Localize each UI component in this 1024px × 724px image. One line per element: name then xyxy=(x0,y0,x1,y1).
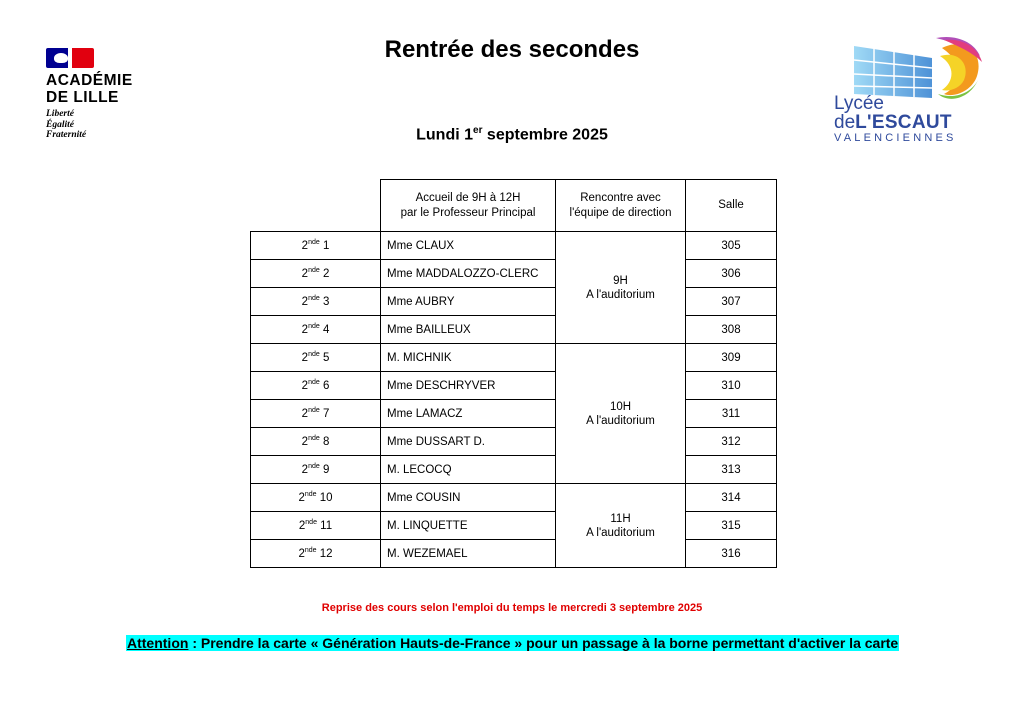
room-cell: 314 xyxy=(686,484,777,512)
meeting-time: 9H xyxy=(613,274,628,287)
lycee-escaut: L'ESCAUT xyxy=(855,112,952,133)
table-row xyxy=(251,456,777,484)
attention-label: Attention xyxy=(127,635,189,651)
table-row xyxy=(251,484,777,512)
table-row xyxy=(251,512,777,540)
meeting-cell-9h xyxy=(556,232,686,344)
class-cell: 2nde 4 xyxy=(251,316,381,344)
academie-name-line1: ACADÉMIE xyxy=(46,72,133,89)
professor-cell: Mme LAMACZ xyxy=(381,400,556,428)
class-cell: 2nde 10 xyxy=(251,484,381,512)
room-cell: 316 xyxy=(686,540,777,568)
table-row xyxy=(251,344,777,372)
header-accueil xyxy=(381,180,556,232)
date-suffix: septembre 2025 xyxy=(482,126,608,144)
table-row xyxy=(251,400,777,428)
class-cell: 2nde 11 xyxy=(251,512,381,540)
meeting-place: A l'auditorium xyxy=(586,414,655,427)
professor-cell: M. WEZEMAEL xyxy=(381,540,556,568)
devise-fraternite: Fraternité xyxy=(46,130,87,140)
reprise-notice: Reprise des cours selon l'emploi du temps le mercredi 3 septembre 2025 xyxy=(321,602,703,614)
class-cell: 2nde 7 xyxy=(251,400,381,428)
professor-cell: Mme COUSIN xyxy=(381,484,556,512)
professor-cell: Mme MADDALOZZO-CLERC xyxy=(381,260,556,288)
professor-cell: Mme CLAUX xyxy=(381,232,556,260)
table-row xyxy=(251,232,777,260)
room-cell: 311 xyxy=(686,400,777,428)
devise-egalite: Égalité xyxy=(46,119,74,130)
devise-liberte: Liberté xyxy=(46,109,74,119)
professor-cell: M. LINQUETTE xyxy=(381,512,556,540)
professor-cell: Mme DESCHRYVER xyxy=(381,372,556,400)
professor-cell: Mme BAILLEUX xyxy=(381,316,556,344)
professor-cell: Mme AUBRY xyxy=(381,288,556,316)
page-title: Rentrée des secondes xyxy=(384,36,640,63)
table-row xyxy=(251,428,777,456)
class-cell: 2nde 8 xyxy=(251,428,381,456)
header-empty-cell xyxy=(251,180,381,232)
table-row xyxy=(251,372,777,400)
header-rencontre-line1: Rencontre avec xyxy=(580,191,661,204)
table-header-row xyxy=(251,180,777,232)
attention-text: : Prendre la carte « Génération Hauts-de-France » pour un passage à la borne permettant d'activer la carte xyxy=(188,635,899,651)
header-salle: Salle xyxy=(686,180,777,232)
professor-cell: M. LECOCQ xyxy=(381,456,556,484)
academie-name xyxy=(46,72,133,106)
table-row xyxy=(251,260,777,288)
room-cell: 310 xyxy=(686,372,777,400)
class-cell: 2nde 9 xyxy=(251,456,381,484)
table-row xyxy=(251,540,777,568)
date-prefix: Lundi 1 xyxy=(416,126,474,144)
header-accueil-line2: par le Professeur Principal xyxy=(400,206,536,219)
date-sup: er xyxy=(473,125,483,136)
meeting-cell-10h xyxy=(556,344,686,484)
room-cell: 309 xyxy=(686,344,777,372)
meeting-cell-11h xyxy=(556,484,686,568)
room-cell: 308 xyxy=(686,316,777,344)
room-cell: 315 xyxy=(686,512,777,540)
class-cell: 2nde 6 xyxy=(251,372,381,400)
lycee-de: de xyxy=(834,112,856,133)
room-cell: 307 xyxy=(686,288,777,316)
header-accueil-line1: Accueil de 9H à 12H xyxy=(415,191,521,204)
room-cell: 305 xyxy=(686,232,777,260)
professor-cell: M. MICHNIK xyxy=(381,344,556,372)
header-rencontre xyxy=(556,180,686,232)
class-cell: 2nde 2 xyxy=(251,260,381,288)
class-cell: 2nde 5 xyxy=(251,344,381,372)
lycee-city: VALENCIENNES xyxy=(834,132,957,144)
header-rencontre-line2: l'équipe de direction xyxy=(569,206,672,219)
academie-name-line2: DE LILLE xyxy=(46,89,119,106)
table-row xyxy=(251,316,777,344)
lycee-line1: Lycée xyxy=(834,93,884,114)
room-cell: 306 xyxy=(686,260,777,288)
table-row xyxy=(251,288,777,316)
room-cell: 313 xyxy=(686,456,777,484)
room-cell: 312 xyxy=(686,428,777,456)
class-cell: 2nde 12 xyxy=(251,540,381,568)
meeting-time: 10H xyxy=(609,400,632,413)
schedule-table xyxy=(250,179,777,568)
meeting-place: A l'auditorium xyxy=(586,288,655,301)
professor-cell: Mme DUSSART D. xyxy=(381,428,556,456)
meeting-time: 11H xyxy=(610,512,631,525)
class-cell: 2nde 3 xyxy=(251,288,381,316)
meeting-place: A l'auditorium xyxy=(586,526,655,539)
date-line xyxy=(0,125,1024,144)
attention-notice xyxy=(126,635,899,651)
class-cell: 2nde 1 xyxy=(251,232,381,260)
